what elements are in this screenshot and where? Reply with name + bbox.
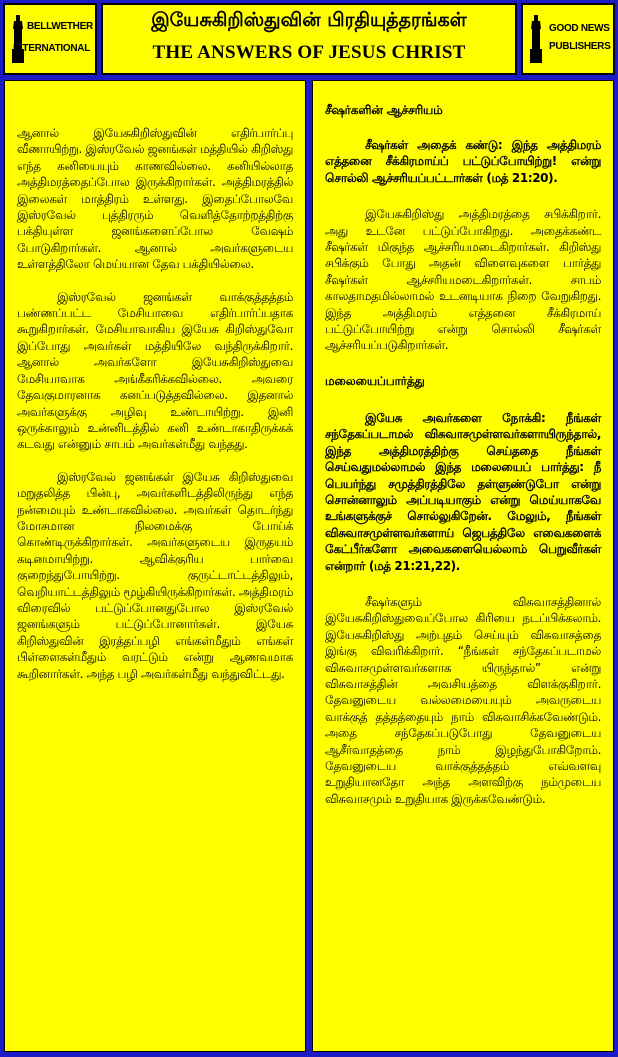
tower-icon (11, 15, 25, 63)
section-body-1: இயேசுகிறிஸ்து அத்திமரத்தை சபிக்கிறார். அது உடனே பட்டுப்போகிறது. அதைக்கண்ட சீஷர்கள் மிகுந்த ஆச்சரியமடைகிறார்கள். கிறிஸ்து சபிக்கும் போது அதன் விளைவுகளை பார்த்து சீஷர்கள் ஆச்சரியமடைகிறார்கள். சாபம் காலதாமதமில்லாமல் உடனடியாக நிறை வேறுகிறது. இந்த அத்திமரம் எத்தனை சீக்கிரமாய் பட்டுப்போயிற்று என்று சொல்லி சீஷர்கள் ஆச்சரியப்படுகிறார்கள். (325, 207, 601, 353)
right-column (312, 80, 614, 1052)
right-logo-line1: GOOD NEWS (549, 23, 610, 34)
section-heading-mountain: மலையைப்பார்த்து (325, 373, 425, 388)
tower-icon (529, 15, 543, 63)
left-paragraph-3: இஸ்ரவேல் ஜனங்கள் இயேசு கிறிஸ்துவை மறுதலித்த பின்பு, அவர்களிடத்திலிருந்து எந்த நன்மையும் உண்டாகவில்லை. அவர்கள் தொடர்ந்து மோசமான நிலமைக்கு போய்க் கொண்டிருக்கிறார்கள். அவர்களுடைய இருதயம் கடினமாயிற்று. ஆவிக்குரிய பார்வை குறைந்துபோயிற்று. குருட்டாட்டத்திலும், வெறியாட்டத்திலும் மூழ்கியிருக்கிறார்கள். அத்திமரம் விரைவில் பட்டுப்போனதுபோல இஸ்ரவேல் ஜனங்களும் பட்டுப்போனார்கள். இயேசு கிறிஸ்துவின் இரத்தப்பழி எங்கள்மீதும் எங்கள் பிள்ளைகள்மீதும் வரட்டும் என்று ஆணவமாக கூறினார்கள். அந்த பழி அவர்கள்மீது வந்துவிட்டது. (17, 469, 293, 681)
right-logo-line2: PUBLISHERS (549, 41, 611, 52)
left-logo-line1: BELLWETHER (27, 21, 93, 32)
section-heading-amazement: சீஷர்களின் ஆச்சரியம் (325, 103, 443, 117)
scripture-quote-2: இயேசு அவர்களை நோக்கி: நீங்கள் சந்தேகப்படாமல் விசுவாசமுள்ளவர்களாயிருந்தால், இந்த அத்திமரத்திற்கு செய்ததை நீங்கள் செய்வதுமல்லாமல் இந்த மலையைப் பார்த்து: நீ பெயர்ந்து சமுத்திரத்திலே தள்ளுண்டுபோ என்று சொன்னாலும் அப்படியாகும் என்று மெய்யாகவே உங்களுக்குச் சொல்லுகிறேன். மேலும், நீங்கள் விசுவாசமுள்ளவர்களாய் ஜெபத்திலே எவைகளைக் கேட்பீர்களோ அவைகளையெல்லாம் பெறுவீர்கள் என்றார் (மத் 21:21,22). (325, 410, 601, 573)
left-paragraph-1: ஆனால் இயேசுகிறிஸ்துவின் எதிர்பார்ப்பு வீணாயிற்று. இஸ்ரவேல் ஜனங்கள் மத்தியில் கிறிஸ்து எந்த கனியையும் காணவில்லை. கனியில்லாத அத்திமரத்தைப்போல இருக்கிறார்கள். அத்திமரத்தில் இலைகள் மாத்திரம் உள்ளது. இதைப்போலவே இஸ்ரவேல் புத்திரரும் வெளித்தோற்றத்திற்கு பக்தியுள்ள ஜனங்களைப்போல வேஷம் போடுகிறார்கள். ஆனால் அவர்களுடைய உள்ளத்திலோ மெய்யான தேவ பக்தியில்லை. (17, 126, 293, 272)
title-box (101, 3, 517, 75)
bellwether-logo (3, 3, 97, 75)
left-logo-line2: INTERNATIONAL (13, 43, 91, 54)
good-news-logo (521, 3, 615, 75)
title-english: THE ANSWERS OF JESUS CHRIST (152, 42, 466, 63)
section-body-2: சீஷர்களும் விசுவாசத்தினால் இயேசுகிறிஸ்துவைப்போல கிரியை நடப்பிக்கலாம். இயேசுகிறிஸ்து அற்புதம் செய்யும் விசுவாசத்தை இங்கு விவரிக்கிறார். “நீங்கள் சந்தேகப்படாமல் விசுவாசமுள்ளவர்களாக யிருந்தால்” என்று விசுவாசத்தின் அவசியத்தை விளக்குகிறார். தேவனுடைய வல்லமையையும் அவருடைய வாக்குத் தத்தத்தையும் நாம் விசுவாசிக்கவேண்டும். அதை சந்தேகப்படுபோது தேவனுடைய ஆசீர்வாதத்தை நாம் இழந்துபோகிறோம். தேவனுடைய வாக்குத்தத்தம் எவ்வளவு உறுதியானதோ அந்த அளவிற்கு நம்முடைய விசுவாசமும் உறுதியாக இருக்கவேண்டும். (325, 594, 601, 806)
left-column (4, 80, 306, 1052)
page-header (3, 3, 615, 75)
scripture-quote-1: சீஷர்கள் அதைக் கண்டு: இந்த அத்திமரம் எத்தனை சீக்கிரமாய்ப் பட்டுப்போயிற்று! என்று சொல்லி ஆச்சரியப்பட்டார்கள் (மத் 21:20). (325, 138, 601, 185)
left-paragraph-2: இஸ்ரவேல் ஜனங்கள் வாக்குத்தத்தம் பண்ணப்பட்ட மேசியாவை எதிர்பார்ப்பதாக கூறுகிறார்கள். மேசியாவாகிய இயேசு கிறிஸ்துவோ இப்போது அவர்கள் மத்தியிலே வந்திருக்கிறார். ஆனால் அவர்களோ இயேசுகிறிஸ்துவை மேசியாவாக அங்கீகரிக்கவில்லை. அவரை தேவகுமாரனாக கனப்படுத்தவில்லை. இதனால் அவர்களுக்கு அழிவு உண்டாயிற்று. இனி ஒருக்காலும் உன்னிடத்தில் கனி உண்டாகாதிருக்கக் கடவது என்னும் சாபம் அவர்கள்மீது வந்தது. (17, 289, 293, 452)
title-tamil: இயேசுகிறிஸ்துவின் பிரதியுத்தரங்கள் (151, 9, 467, 31)
